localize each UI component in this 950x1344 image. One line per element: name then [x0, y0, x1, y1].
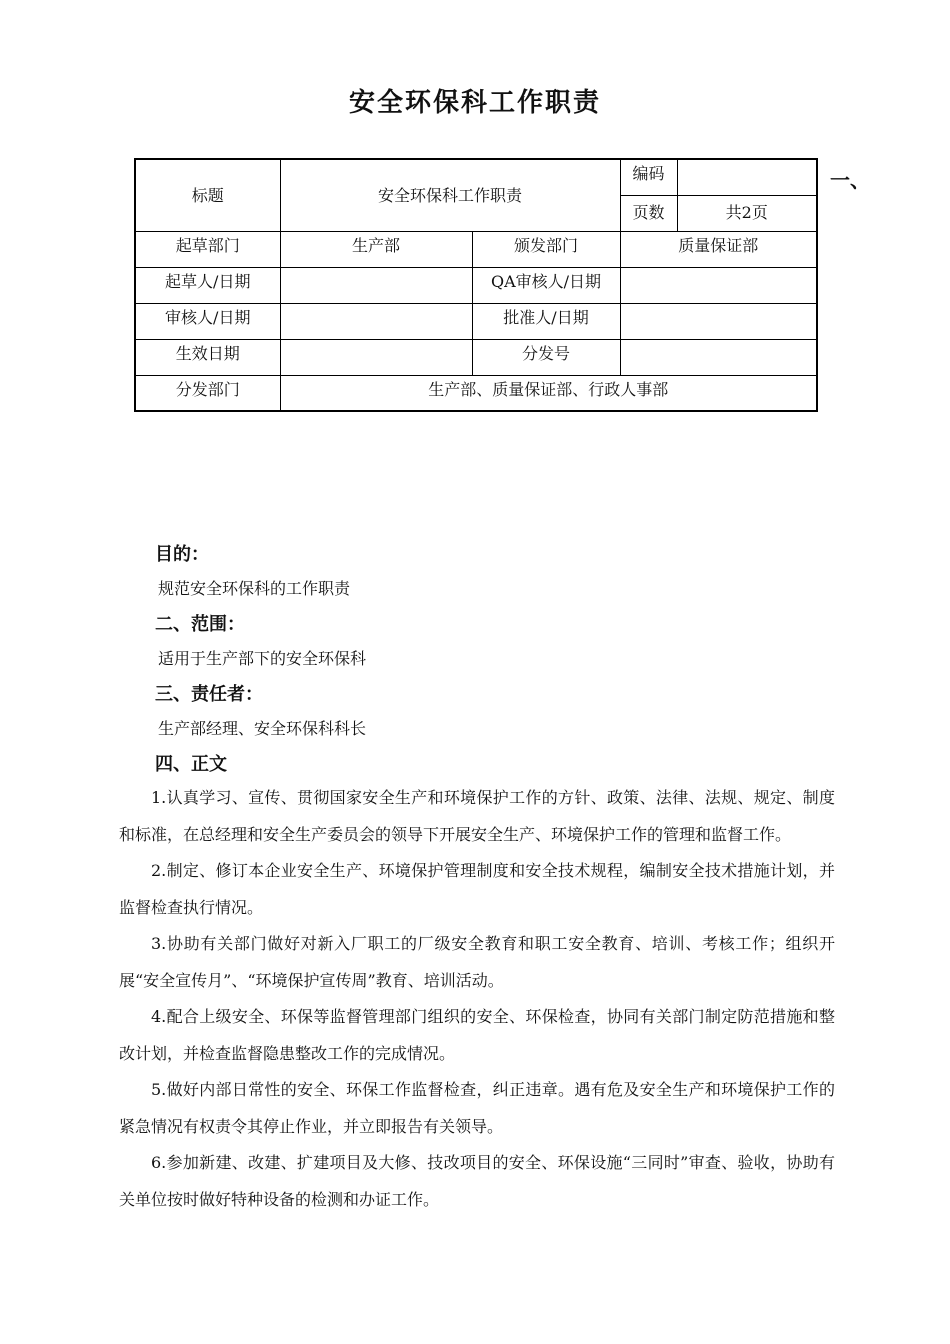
reviewer-label: 审核人/日期	[135, 303, 280, 339]
approver-value	[620, 303, 817, 339]
pages-label: 页数	[620, 195, 677, 231]
body-item: 1.认真学习、宣传、贯彻国家安全生产和环境保护工作的方针、政策、法律、法规、规定、制度和标准，在总经理和安全生产委员会的领导下开展安全生产、环境保护工作的管理和监督工作。	[119, 788, 835, 844]
body-item: 3.协助有关部门做好对新入厂职工的厂级安全教育和职工安全教育、培训、考核工作；组织开展“安全宣传月”、“环境保护宣传周”教育、培训活动。	[119, 934, 835, 990]
responsible-heading: 三、责任者：	[155, 684, 263, 705]
issue-dept-value: 质量保证部	[620, 231, 817, 267]
section-number-mark: 一、	[830, 168, 870, 192]
issue-dept-label: 颁发部门	[472, 231, 620, 267]
reviewer-value	[280, 303, 472, 339]
drafter-label: 起草人/日期	[135, 267, 280, 303]
approver-label: 批准人/日期	[472, 303, 620, 339]
effective-date-value	[280, 339, 472, 375]
qa-reviewer-value	[620, 267, 817, 303]
pages-value: 共2页	[677, 195, 817, 231]
purpose-heading: 目的：	[155, 544, 209, 565]
responsible-text: 生产部经理、安全环保科科长	[158, 719, 367, 738]
effective-date-label: 生效日期	[135, 339, 280, 375]
distribution-dept-label: 分发部门	[135, 375, 280, 411]
body-item: 6.参加新建、改建、扩建项目及大修、技改项目的安全、环保设施“三同时”审查、验收，协助有关单位按时做好特种设备的检测和办证工作。	[119, 1153, 835, 1209]
code-value	[677, 159, 817, 195]
body-item: 5.做好内部日常性的安全、环保工作监督检查，纠正违章。遇有危及安全生产和环境保护工作的紧急情况有权责令其停止作业，并立即报告有关领导。	[119, 1080, 835, 1136]
distribution-dept-value: 生产部、质量保证部、行政人事部	[280, 375, 817, 411]
title-value: 安全环保科工作职责	[280, 159, 620, 231]
body-item: 4.配合上级安全、环保等监督管理部门组织的安全、环保检查，协同有关部门制定防范措施和整改计划，并检查监督隐患整改工作的完成情况。	[119, 1007, 835, 1063]
body-item: 2.制定、修订本企业安全生产、环境保护管理制度和安全技术规程，编制安全技术措施计划，并监督检查执行情况。	[119, 861, 835, 917]
document-info-table	[134, 158, 818, 412]
qa-reviewer-label: QA审核人/日期	[472, 267, 620, 303]
body-content	[119, 780, 835, 1218]
code-label: 编码	[620, 159, 677, 195]
purpose-text: 规范安全环保科的工作职责	[158, 579, 351, 598]
draft-dept-value: 生产部	[280, 231, 472, 267]
distribution-number-label: 分发号	[472, 339, 620, 375]
drafter-value	[280, 267, 472, 303]
scope-text: 适用于生产部下的安全环保科	[158, 649, 367, 668]
body-heading: 四、正文	[155, 754, 227, 775]
distribution-number-value	[620, 339, 817, 375]
title-label: 标题	[135, 159, 280, 231]
draft-dept-label: 起草部门	[135, 231, 280, 267]
scope-heading: 二、范围：	[155, 614, 245, 635]
document-title: 安全环保科工作职责	[348, 88, 601, 118]
